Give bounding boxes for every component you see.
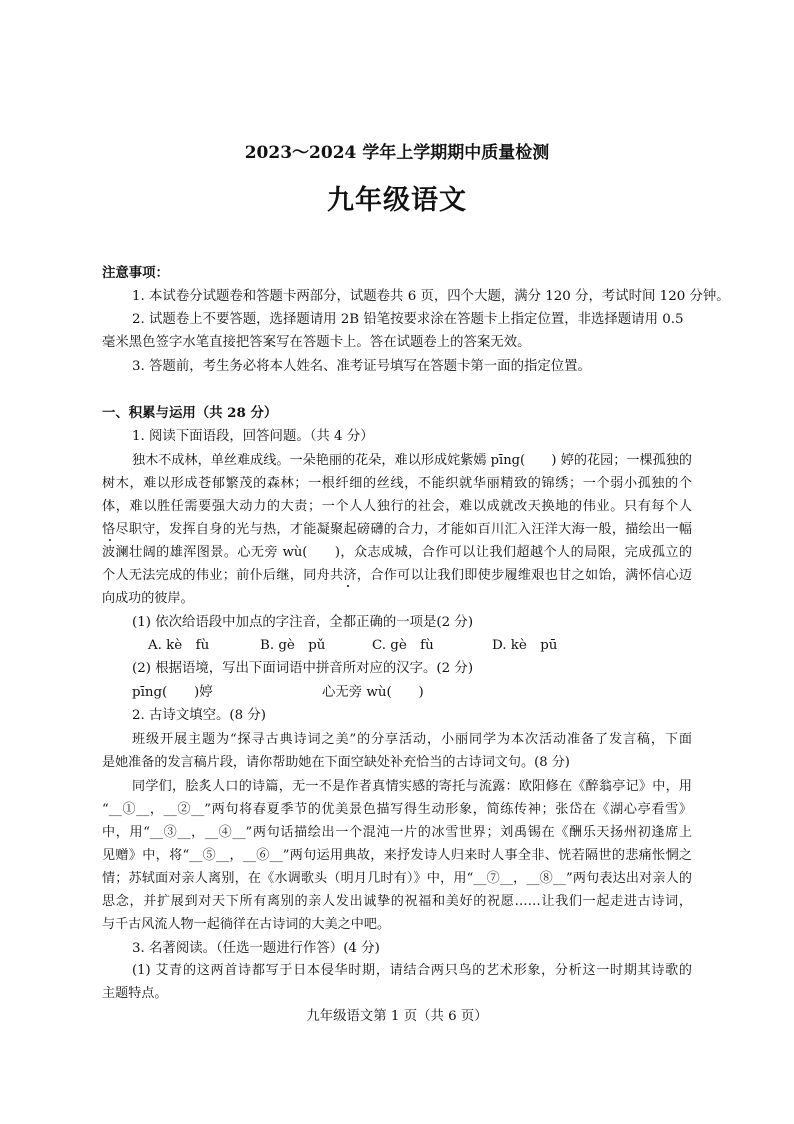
notice-item-3: 3. 答题前，考生务必将本人姓名、准考证号填写在答题卡第一面的指定位置。 [132,359,591,374]
q2-intro-line-2: 是她准备的发言稿片段，请你帮助她在下面空缺处补充恰当的古诗词文句。(8 分) [102,755,570,770]
q1-option-a: A. kè fù [148,638,210,653]
q1-prompt: 1. 阅读下面语段，回答问题。（共 4 分） [132,429,374,444]
page-footer: 九年级语文第 1 页（共 6 页） [306,1009,488,1024]
notice-item-2: 2. 试题卷上不要答题，选择题请用 2B 铅笔按要求涂在答题卡上指定位置，非选择题请用 0.5 [132,312,684,327]
section-1-heading: 一、积累与运用（共 28 分） [102,405,278,421]
q2-speech-line-5: 情；苏轼面对亲人离别，在《水调歌头（明月几时有）》中，用“__⑦__，__⑧__”两句表达出对亲人的 [102,871,692,886]
q1-blank-b: 心无旁 wù( ) [322,685,424,700]
notice-item-2-cont: 毫米黑色签字水笔直接把答案写在答题卡上。答在试题卷上的答案无效。 [102,335,531,350]
subject-title: 九年级语文 [327,185,467,216]
q1-passage-line-1: 独木不成林，单丝难成线。一朵艳丽的花朵，难以形成姹紫嫣 pīng( ) 婷的花园；一棵孤独的 [132,453,692,468]
q1-passage-line-7: 向成功的彼岸。 [102,591,194,606]
q1-passage-line-6: 个人无法完成的伟业；前仆后继，同舟共济，合作可以让我们即使步履维艰也甘之如饴，满怀信心迈 [102,568,692,583]
q1-option-c: C. gè fù [372,638,434,653]
q1-blank-a: pīng( )婷 [132,685,213,700]
q1-option-d: D. kè pū [492,638,558,653]
q2-speech-line-7: 与千古风流人物一起徜徉在古诗词的大美之中吧。 [102,917,391,932]
exam-name: 2023～2024 学年上学期期中质量检测 [244,143,550,163]
notice-item-1: 1. 本试卷分试题卷和答题卡两部分，试题卷共 6 页，四个大题，满分 120 分，考试时间 120 分钟。 [132,289,730,304]
q2-speech-line-2: “__①__，__②__”两句将春夏季节的优美景色描写得生动形象，简练传神；张岱在《湖心亭看雪》 [102,802,692,817]
q2-speech-line-6: 思念，并扩展到对天下所有离别的亲人发出诚挚的祝福和美好的祝愿……让我们一起走进古诗词， [102,894,692,909]
q1-passage-line-5: 波澜壮阔的雄浑图景。心无旁 wù( )，众志成城，合作可以让我们超越个人的局限，完成孤立的 [102,545,692,560]
q2-intro-line-1: 班级开展主题为“探寻古典诗词之美”的分享活动，小丽同学为本次活动准备了发言稿，下面 [132,732,692,747]
q1-passage-line-3: 体，难以胜任需要强大动力的大责；一个人人独行的社会，难以成就改天换地的伟业。只有每个人 [102,499,692,514]
q3-text-line-2: 主题特点。 [102,986,168,1001]
q1-passage-line-2: 树木，难以形成苍郁繁茂的森林；一根纤细的丝线，不能织就华丽精致的锦绣；一个弱小孤独的个 [102,476,692,491]
notice-heading: 注意事项： [102,265,169,281]
q2-speech-line-3: 中，用“__③__，__④__”两句话描绘出一个混沌一片的冰雪世界；刘禹锡在《酬乐天扬州初逢席上 [102,825,692,840]
emphasis-dot [109,539,111,541]
q3-text-line-1: (1) 艾青的这两首诗都写于日本侵华时期，请结合两只鸟的艺术形象，分析这一时期其诗歌的 [132,963,692,978]
q2-speech-line-1: 同学们，脍炙人口的诗篇，无一不是作者真情实感的寄托与流露：欧阳修在《醉翁亭记》中，用 [132,779,692,794]
q2-speech-line-4: 见赠》中，将“__⑤__，__⑥__”两句运用典故，来抒发诗人归来时人事全非、恍若隔世的悲痛怅惘之 [102,848,692,863]
q1-passage-line-4: 恪尽职守，发挥自身的光与热，才能凝聚起磅礴的合力，才能如百川汇入汪洋大海一般，描绘出一幅 [102,522,692,537]
q1-sub2: (2) 根据语境，写出下面词语中拼音所对应的汉字。(2 分) [132,661,474,676]
emphasis-dot [347,585,349,587]
q2-prompt: 2. 古诗文填空。(8 分) [132,708,266,723]
q3-prompt: 3. 名著阅读。（任选一题进行作答）(4 分) [132,941,380,956]
q1-option-b: B. gè pǔ [260,638,326,653]
q1-sub1: (1) 依次给语段中加点的字注音，全都正确的一项是(2 分) [132,615,474,630]
